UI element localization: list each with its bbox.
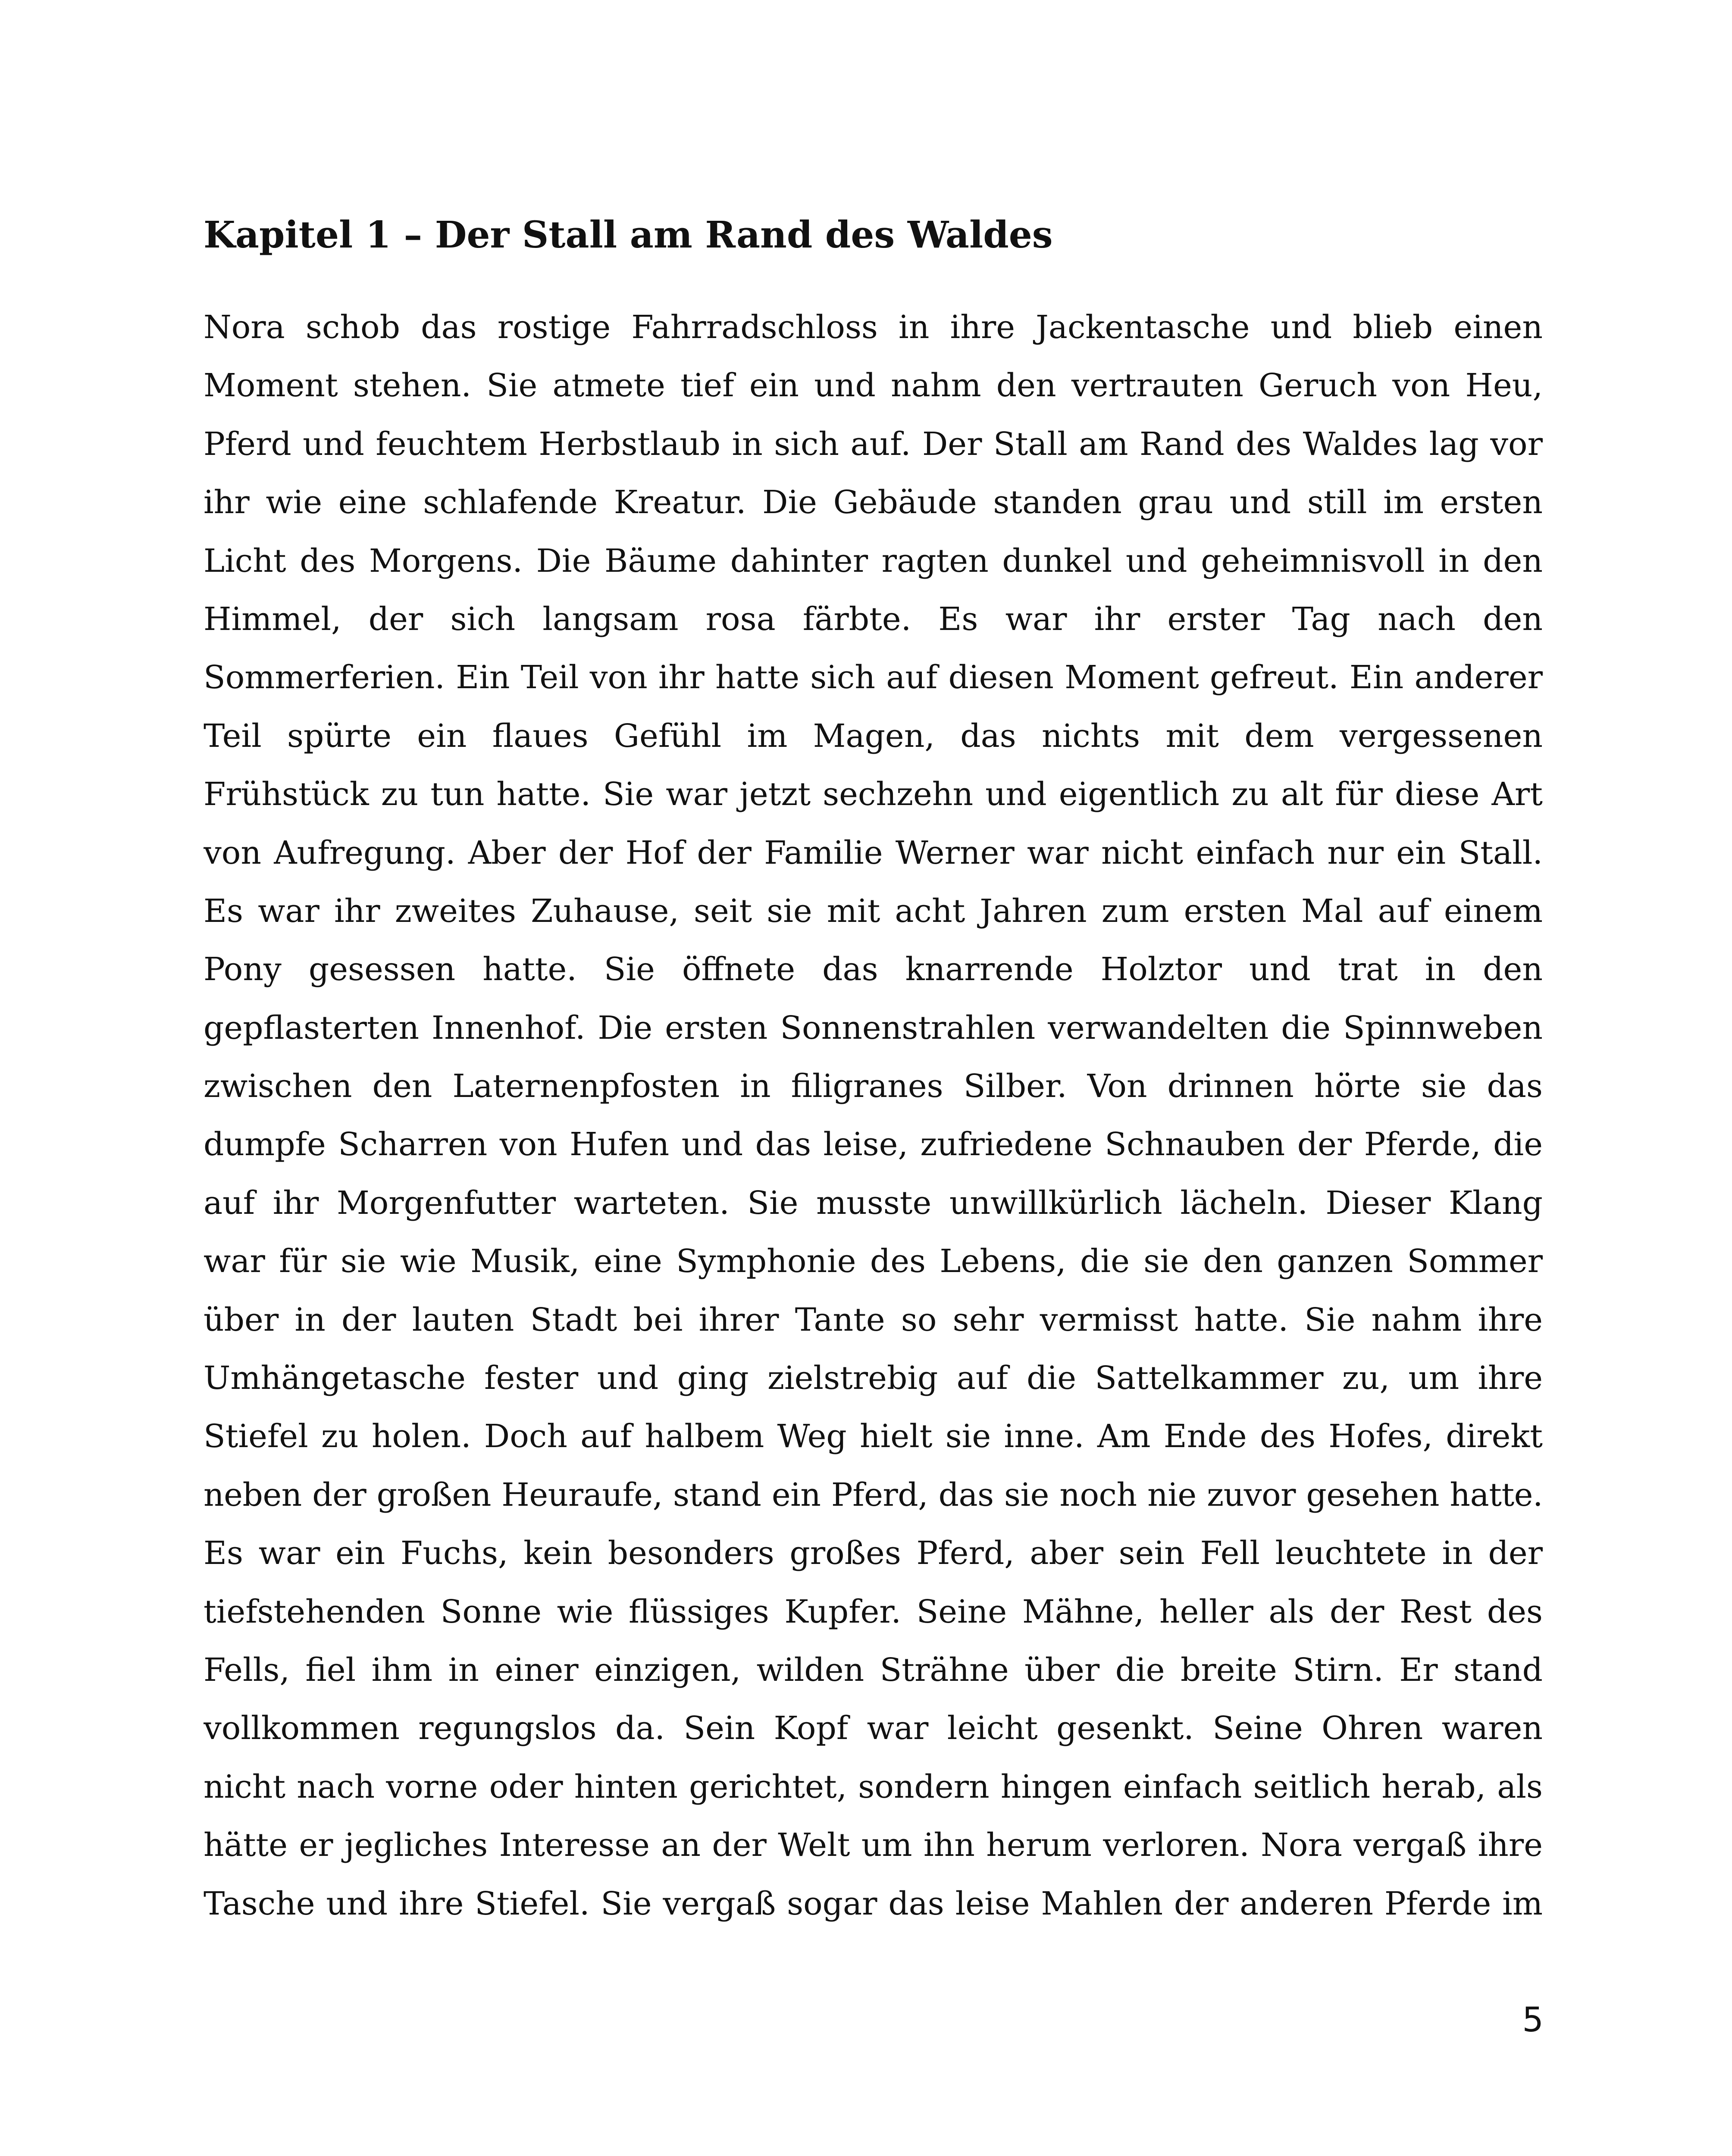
text-line: vollkommen regungslos da. Sein Kopf war leicht gesenkt. Seine Ohren waren [204,1710,1543,1747]
text-line: hätte er jegliches Interesse an der Welt um ihn herum verloren. Nora vergaß ihre [204,1827,1543,1864]
chapter-title: Kapitel 1 – Der Stall am Rand des Waldes [204,213,1053,257]
text-line: auf ihr Morgenfutter warteten. Sie musste unwillkürlich lächeln. Dieser Klang [204,1184,1543,1222]
text-line: war für sie wie Musik, eine Symphonie des Lebens, die sie den ganzen Sommer [204,1243,1543,1280]
text-line: Tasche und ihre Stiefel. Sie vergaß sogar das leise Mahlen der anderen Pferde im [204,1885,1543,1922]
text-line: Es war ein Fuchs, kein besonders großes Pferd, aber sein Fell leuchtete in der [204,1535,1543,1572]
text-line: Pony gesessen hatte. Sie öffnete das knarrende Holztor und trat in den [204,951,1543,988]
text-line: Frühstück zu tun hatte. Sie war jetzt sechzehn und eigentlich zu alt für diese Art [204,776,1543,813]
text-line: dumpfe Scharren von Hufen und das leise, zufriedene Schnauben der Pferde, die [204,1126,1543,1163]
text-line: Es war ihr zweites Zuhause, seit sie mit acht Jahren zum ersten Mal auf einem [204,892,1543,930]
text-line: gepflasterten Innenhof. Die ersten Sonnenstrahlen verwandelten die Spinnweben [204,1009,1543,1047]
text-line: Fells, fiel ihm in einer einzigen, wilden Strähne über die breite Stirn. Er stand [204,1651,1543,1689]
text-line: Teil spürte ein flaues Gefühl im Magen, das nichts mit dem vergessenen [204,717,1543,755]
page-number: 5 [1522,2001,1544,2040]
text-line: Licht des Morgens. Die Bäume dahinter ragten dunkel und geheimnisvoll in den [204,542,1543,580]
text-line: zwischen den Laternenpfosten in filigranes Silber. Von drinnen hörte sie das [204,1068,1543,1105]
text-line: tiefstehenden Sonne wie flüssiges Kupfer. Seine Mähne, heller als der Rest des [204,1593,1543,1630]
text-line: ihr wie eine schlafende Kreatur. Die Gebäude standen grau und still im ersten [204,484,1543,521]
text-line: Umhängetasche fester und ging zielstrebig auf die Sattelkammer zu, um ihre [204,1360,1543,1397]
text-line: neben der großen Heuraufe, stand ein Pferd, das sie noch nie zuvor gesehen hatte. [204,1476,1543,1514]
text-line: Moment stehen. Sie atmete tief ein und nahm den vertrauten Geruch von Heu, [204,367,1543,404]
text-line: nicht nach vorne oder hinten gerichtet, sondern hingen einfach seitlich herab, als [204,1768,1543,1805]
text-line: Himmel, der sich langsam rosa färbte. Es war ihr erster Tag nach den [204,600,1543,638]
text-line: Stiefel zu holen. Doch auf halbem Weg hielt sie inne. Am Ende des Hofes, direkt [204,1418,1543,1455]
text-line: Sommerferien. Ein Teil von ihr hatte sich auf diesen Moment gefreut. Ein anderer [204,659,1543,696]
text-line: Nora schob das rostige Fahrradschloss in ihre Jackentasche und blieb einen [204,309,1543,346]
text-line: über in der lauten Stadt bei ihrer Tante so sehr vermisst hatte. Sie nahm ihre [204,1301,1543,1338]
body-paragraph [204,298,1543,1933]
text-line: Pferd und feuchtem Herbstlaub in sich auf. Der Stall am Rand des Waldes lag vor [204,425,1543,463]
text-line: von Aufregung. Aber der Hof der Familie Werner war nicht einfach nur ein Stall. [204,834,1543,871]
